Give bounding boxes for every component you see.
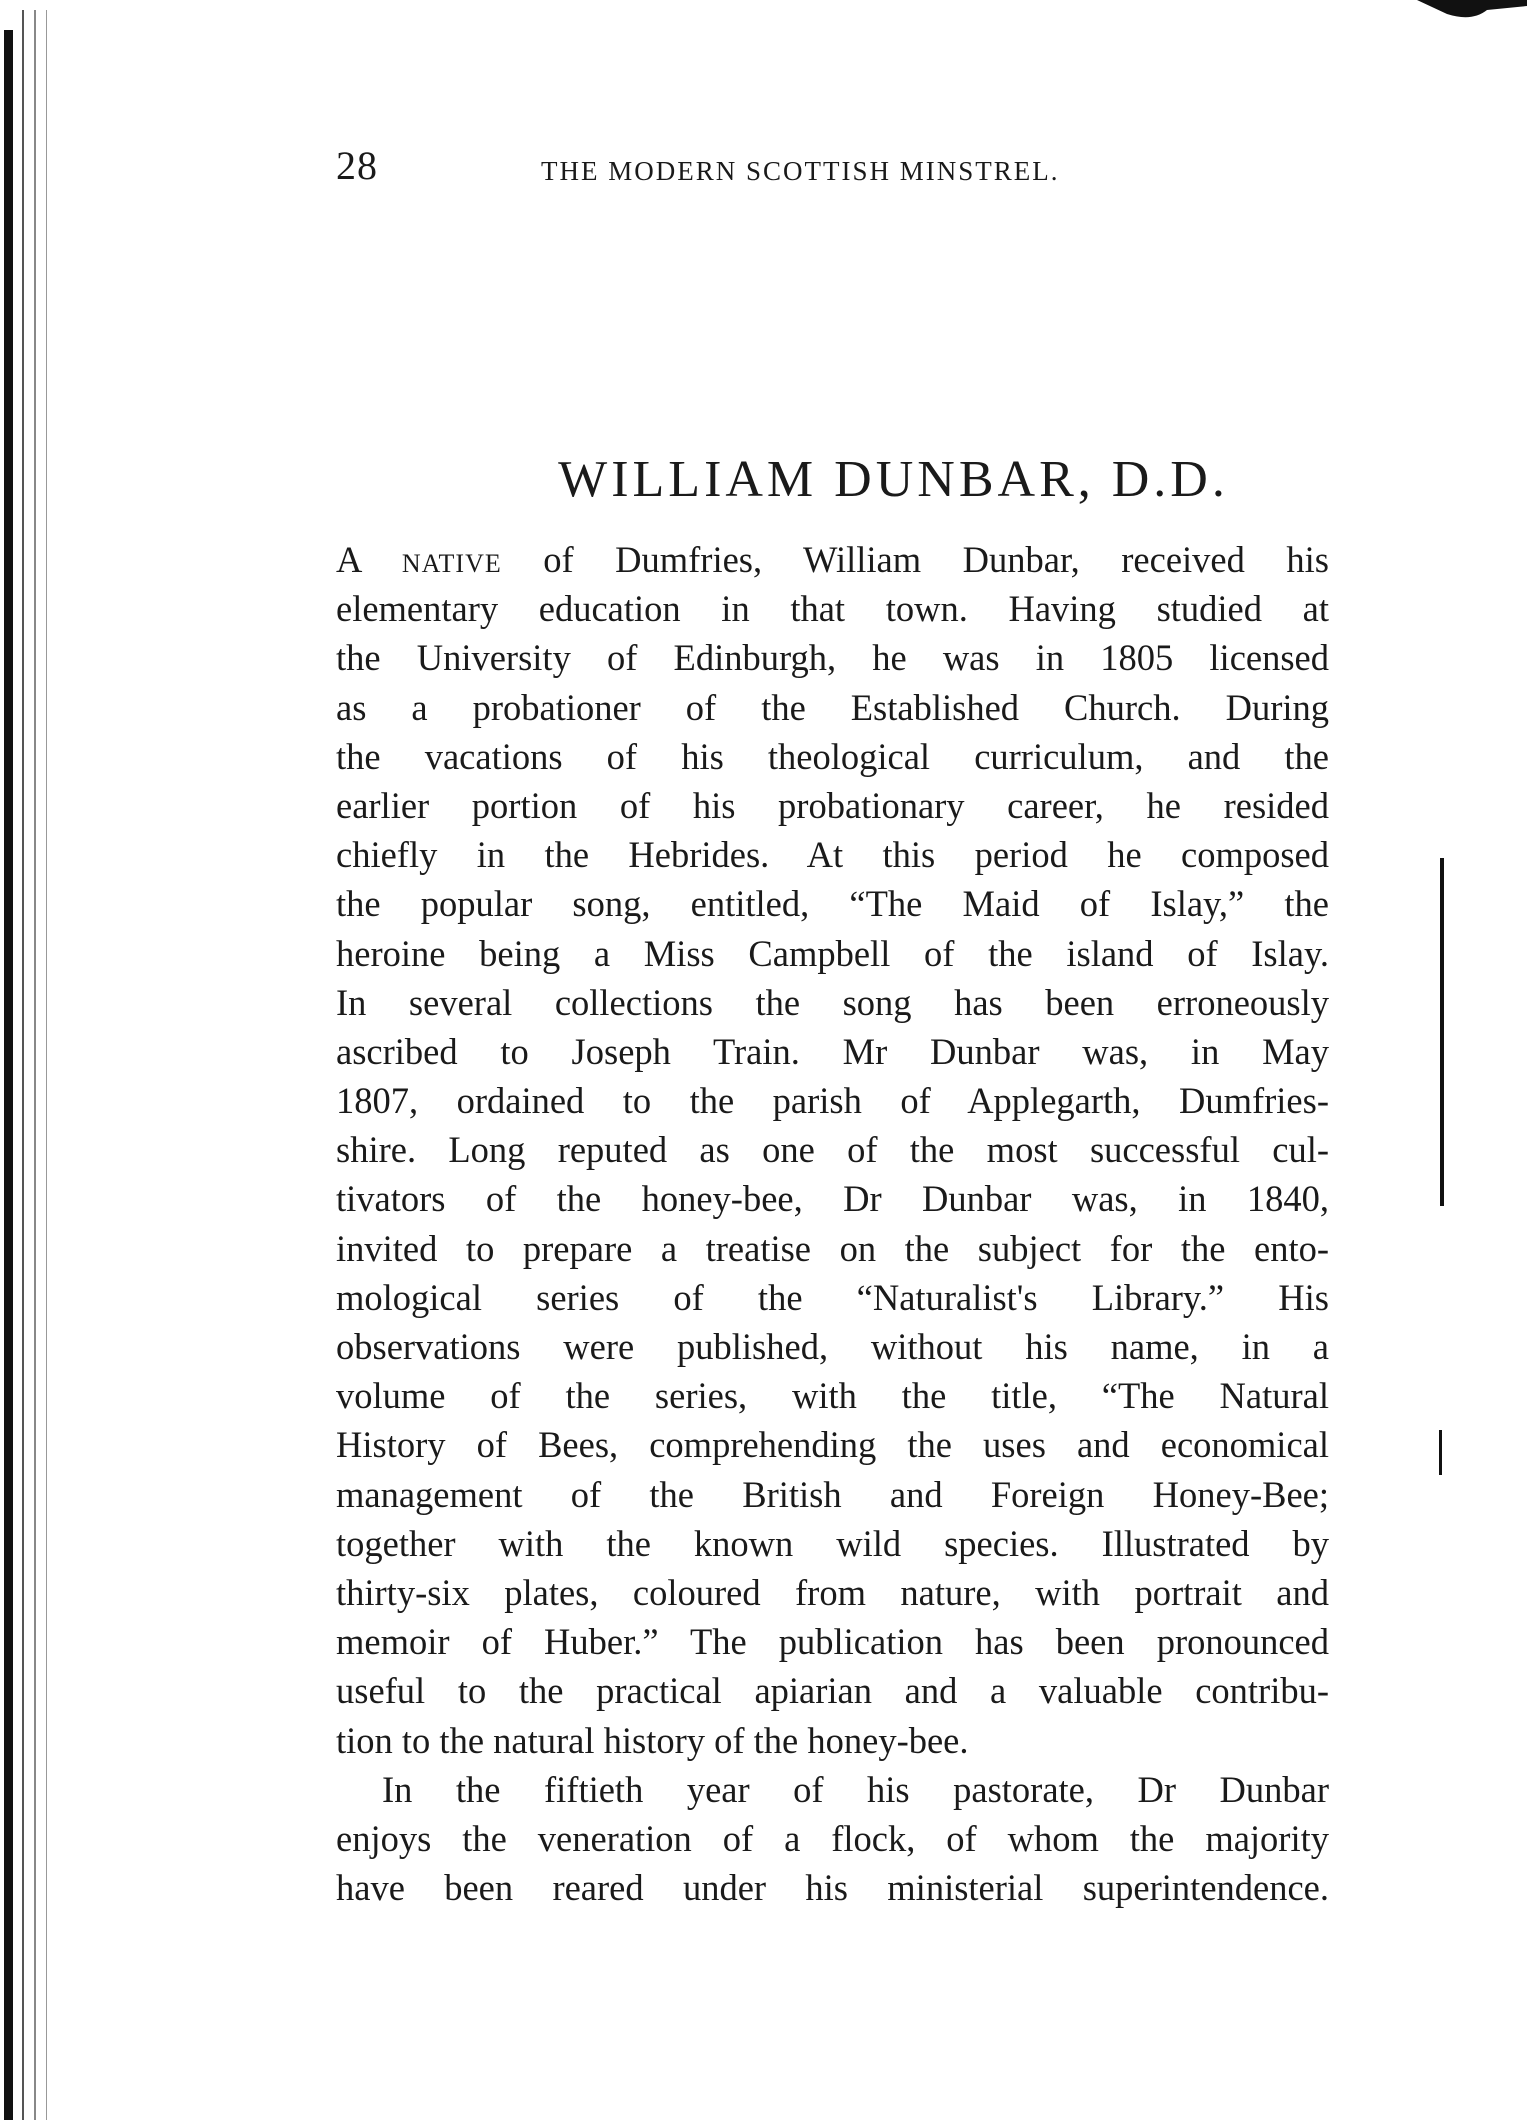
binding-line xyxy=(46,10,47,2120)
text-line: as a probationer of the Established Church. During xyxy=(336,686,1329,728)
binding-line xyxy=(22,10,24,2120)
binding-edge xyxy=(0,0,60,2123)
article-body xyxy=(336,535,1329,1912)
text-line: together with the known wild species. Illustrated by xyxy=(336,1522,1329,1564)
text-line: observations were published, without his name, in a xyxy=(336,1326,1329,1367)
text-line: chiefly in the Hebrides. At this period he composed xyxy=(336,834,1329,876)
text-line: the popular song, entitled, “The Maid of Islay,” the xyxy=(336,883,1329,925)
article-title: WILLIAM DUNBAR, D.D. xyxy=(558,451,1229,508)
text-line: heroine being a Miss Campbell of the island of Islay. xyxy=(336,932,1329,974)
text-line: earlier portion of his probationary career, he resided xyxy=(336,784,1329,826)
binding-line xyxy=(34,10,36,2120)
lead-smallcaps: native xyxy=(401,539,502,580)
text-line: mological series of the “Naturalist's Library.” His xyxy=(336,1276,1329,1318)
text-line: elementary education in that town. Having studied at xyxy=(336,588,1329,630)
text-line: tivators of the honey-bee, Dr Dunbar was, in 1840, xyxy=(336,1178,1329,1220)
text-line: management of the British and Foreign Honey-Bee; xyxy=(336,1473,1329,1515)
text-line: the University of Edinburgh, he was in 1805 licensed xyxy=(336,637,1329,679)
text-line: useful to the practical apiarian and a valuable contribu- xyxy=(336,1670,1329,1712)
paragraph xyxy=(336,535,1329,1765)
text-line: In the fiftieth year of his pastorate, Dr Dunbar xyxy=(382,1768,1329,1810)
page-number: 28 xyxy=(336,143,378,188)
page-header xyxy=(336,142,1336,202)
paragraph xyxy=(336,1765,1329,1913)
text-line: volume of the series, with the title, “The Natural xyxy=(336,1375,1329,1417)
text-line: shire. Long reputed as one of the most successful cul- xyxy=(336,1129,1329,1171)
scan-corner-mark xyxy=(1417,0,1527,40)
text-line: thirty-six plates, coloured from nature, with portrait and xyxy=(336,1571,1329,1613)
text-line: the vacations of his theological curriculum, and the xyxy=(336,735,1329,777)
margin-rule xyxy=(1439,1430,1442,1475)
text-line: ascribed to Joseph Train. Mr Dunbar was, in May xyxy=(336,1030,1329,1072)
text-line: 1807, ordained to the parish of Applegarth, Dumfries- xyxy=(336,1080,1329,1122)
margin-rule xyxy=(1440,858,1444,1206)
binding-shadow xyxy=(4,30,13,2120)
running-head: THE MODERN SCOTTISH MINSTREL. xyxy=(541,156,1060,186)
text-line: In several collections the song has been erroneously xyxy=(336,981,1329,1023)
text-line: memoir of Huber.” The publication has been pronounced xyxy=(336,1621,1329,1663)
text-line: History of Bees, comprehending the uses and economical xyxy=(336,1424,1329,1466)
text-line: have been reared under his ministerial superintendence. xyxy=(336,1867,1329,1909)
text-line: enjoys the veneration of a flock, of whom the majority xyxy=(336,1817,1329,1859)
text-line: tion to the natural history of the honey-bee. xyxy=(336,1719,969,1761)
text-line: invited to prepare a treatise on the subject for the ento- xyxy=(336,1227,1329,1269)
text-line: A native of Dumfries, William Dunbar, received his xyxy=(336,539,1329,580)
